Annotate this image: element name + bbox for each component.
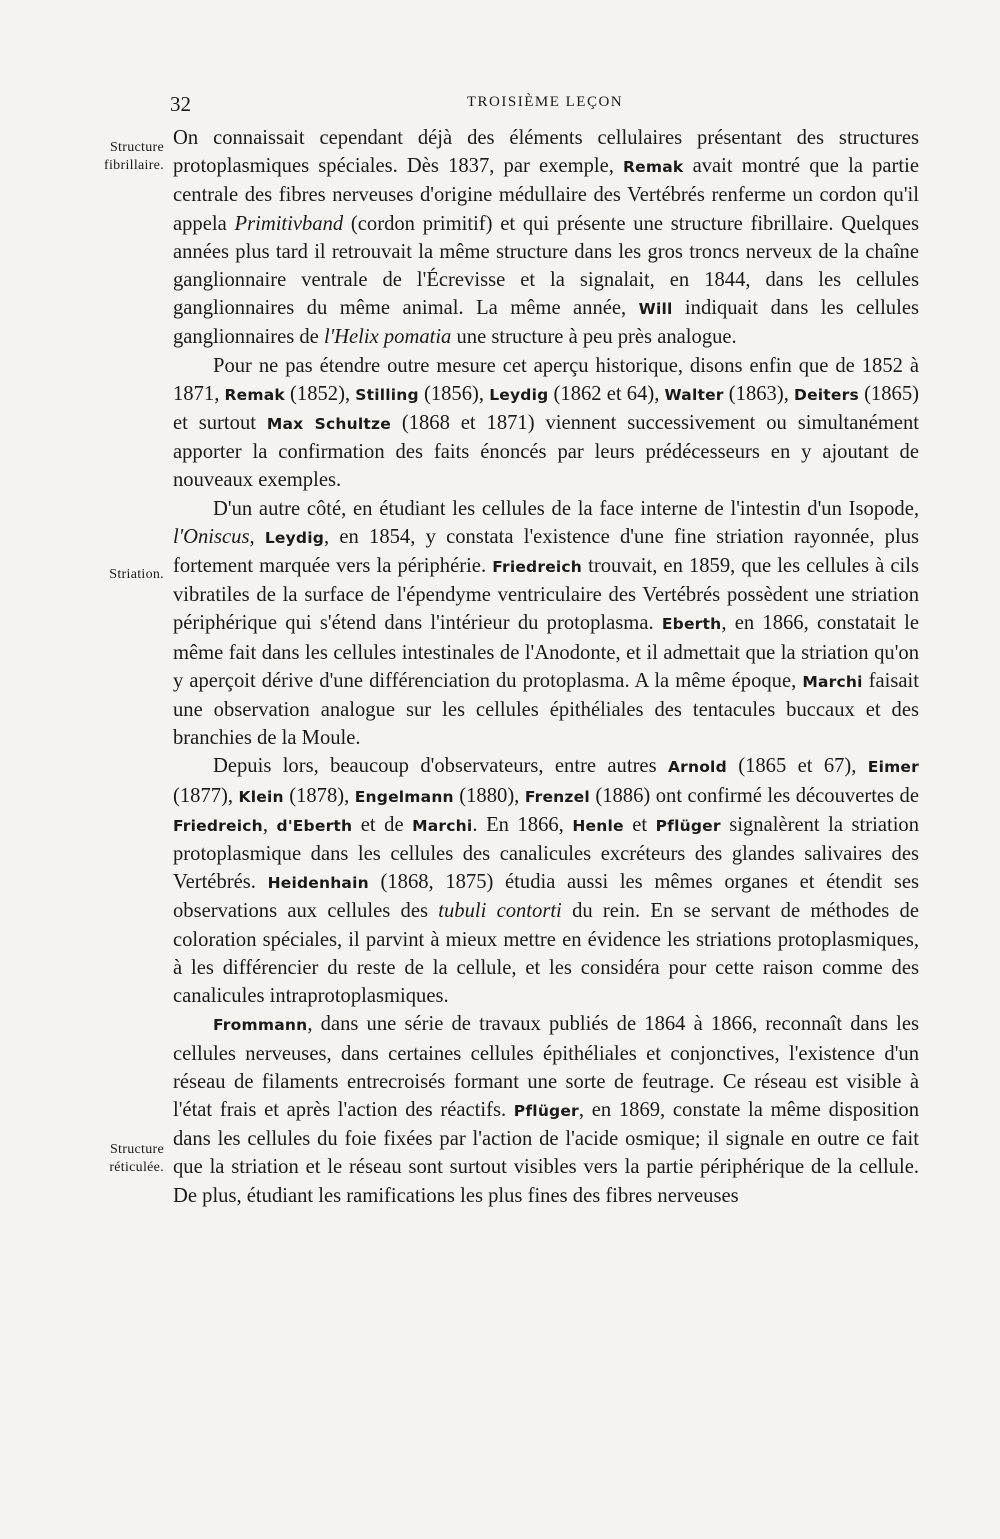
text-run: (1877), (173, 784, 239, 807)
margin-note-structure-reticulee (56, 1141, 164, 1177)
author-name: Klein (238, 787, 284, 806)
running-head: TROISIÈME LEÇON (466, 94, 624, 110)
text-run: (cordon primitif) et qui présente une structure fibrillaire. Quelques années plus tard il retrouvait la même structure dans les gros troncs nerveux de la chaîne ganglionnaire ventrale de l'Écrevisse et la signalait, en 1844, dans les cellules ganglionnaires du même animal. La même année, (173, 212, 919, 320)
text-run: , (262, 813, 277, 836)
page-header (170, 92, 920, 122)
text-run: et (623, 813, 656, 836)
text-run: (1886) ont confirmé les découvertes de (589, 784, 919, 807)
text-run: , (249, 525, 265, 548)
author-name: Marchi (412, 816, 473, 835)
text-run: (1878), (283, 784, 355, 807)
italic-term: Primitivband (234, 212, 344, 235)
author-name: Frenzel (524, 787, 590, 806)
text-run: D'un autre côté, en étudiant les cellules de la face interne de l'intestin d'un Isopode, (213, 497, 919, 520)
author-name: Eimer (867, 758, 919, 777)
text-run: indiquait dans les cellules ganglionnaires de (173, 297, 919, 349)
text-run: (1865 et 67), (726, 755, 868, 778)
text-run: (1868, 1875) étudia aussi les mêmes organes et étendit ses observations aux cellules des (173, 871, 919, 923)
author-name: Arnold (667, 758, 727, 777)
text-run: , en 1866, constatait le même fait dans les cellules intestinales de l'Anodonte, et il admettait que la striation qu'on y aperçoit dérive d'une différenciation du protoplasma. A la même époque, (173, 612, 919, 692)
paragraph (173, 752, 919, 1010)
text-run: Depuis lors, beaucoup d'observateurs, entre autres (213, 755, 668, 778)
margin-note-line: fibrillaire. (104, 158, 164, 173)
author-name: Henle (572, 816, 624, 835)
text-run: du rein. En se servant de méthodes de coloration spéciales, il parvint à mieux mettre en évidence les striations protoplasmiques, à les différencier du reste de la cellule, et les considéra pour cette raison comme des canalicules intraprotoplasmiques. (173, 900, 919, 1008)
author-name: Max Schultze (266, 415, 391, 434)
author-name: Heidenhain (267, 874, 369, 893)
text-run: faisait une observation analogue sur les cellules épithéliales des tentacules buccaux et des branchies de la Moule. (173, 669, 919, 750)
author-name: Will (638, 300, 673, 319)
text-run: (1852), (284, 382, 356, 405)
text-run: et de (352, 813, 413, 836)
author-name: Friedreich (173, 816, 263, 835)
author-name: Eberth (661, 615, 722, 634)
author-name: Friedreich (492, 558, 583, 577)
author-name: Frommann (213, 1016, 308, 1035)
author-name: Deiters (794, 385, 859, 404)
author-name: Remak (623, 158, 684, 177)
author-name: Walter (664, 385, 724, 404)
margin-note-line: Structure (109, 140, 164, 155)
text-run: (1865) et surtout (173, 382, 919, 435)
text-run: (1863), (723, 382, 795, 405)
text-run: (1868 et 1871) viennent successivement ou simultanément apporter la confirmation des faits énoncés par leurs prédécesseurs en y ajoutant de nouveaux exemples. (173, 412, 919, 492)
margin-note-line: réticulée. (109, 1160, 164, 1175)
italic-term: l'Helix pomatia (323, 326, 452, 349)
text-run: . En 1866, (472, 813, 573, 836)
text-run: trouvait, en 1859, que les cellules à cils vibratiles de la surface de l'épendyme ventriculaire des Vertébrés possèdent une striation périphérique qui s'étend dans l'intérieur du protoplasma. (173, 555, 919, 635)
text-run: signalèrent la striation protoplasmique dans les cellules des canalicules excréteurs des glandes salivaires des Vertébrés. (173, 813, 920, 894)
page-number: 32 (170, 92, 191, 116)
text-run: (1862 et 64), (548, 382, 665, 405)
author-name: Leydig (489, 385, 549, 404)
margin-note-line: Striation. (109, 567, 164, 582)
margin-note-line: Structure (109, 1142, 164, 1157)
text-run: On connaissait cependant déjà des éléments cellulaires présentant des structures protoplasmiques spéciales. Dès 1837, par exemple, (173, 127, 919, 178)
text-run: avait montré que la partie centrale des fibres nerveuses d'origine médullaire des Vertébrés renferme un cordon qu'il appela (173, 155, 919, 235)
author-name: Leydig (264, 528, 325, 547)
text-run: (1856), (418, 382, 490, 405)
body-text (173, 124, 919, 1210)
author-name: Stilling (355, 385, 419, 404)
paragraph (173, 1010, 919, 1209)
author-name: Engelmann (354, 787, 454, 806)
text-run: , dans une série de travaux publiés de 1864 à 1866, reconnaît dans les cellules nerveuses, dans certaines cellules épithéliales et conjonctives, l'existence d'un réseau de filaments entrecroisés formant une sorte de feutrage. Ce réseau est visible à l'état frais et après l'action des réactifs. (173, 1013, 919, 1121)
italic-term: tubuli contorti (438, 900, 562, 923)
paragraph (173, 124, 919, 352)
author-name: Remak (224, 385, 285, 404)
text-run: (1880), (453, 784, 525, 807)
paragraph (173, 352, 919, 495)
italic-term: l'Oniscus (173, 525, 250, 548)
paragraph (173, 495, 919, 753)
margin-note-structure-fibrillaire (56, 139, 164, 175)
text-run: une structure à peu près analogue. (451, 326, 737, 349)
author-name: d'Eberth (276, 816, 353, 835)
margin-note-striation (56, 566, 164, 584)
author-name: Pflüger (655, 816, 721, 835)
text-run: , en 1854, y constata l'existence d'une fine striation rayonnée, plus fortement marquée vers la périphérie. (173, 525, 920, 578)
text-run: , en 1869, constate la même disposition dans les cellules du foie fixées par l'action de l'acide osmique; il signale en outre ce fait que la striation et le réseau sont surtout visibles vers la partie périphérique de la cellule. De plus, étudiant les ramifications les plus fines des fibres nerveuses (173, 1098, 919, 1207)
text-run: Pour ne pas étendre outre mesure cet aperçu historique, disons enfin que de 1852 à 1871, (173, 354, 919, 405)
author-name: Pflüger (513, 1101, 579, 1120)
author-name: Marchi (802, 672, 863, 691)
